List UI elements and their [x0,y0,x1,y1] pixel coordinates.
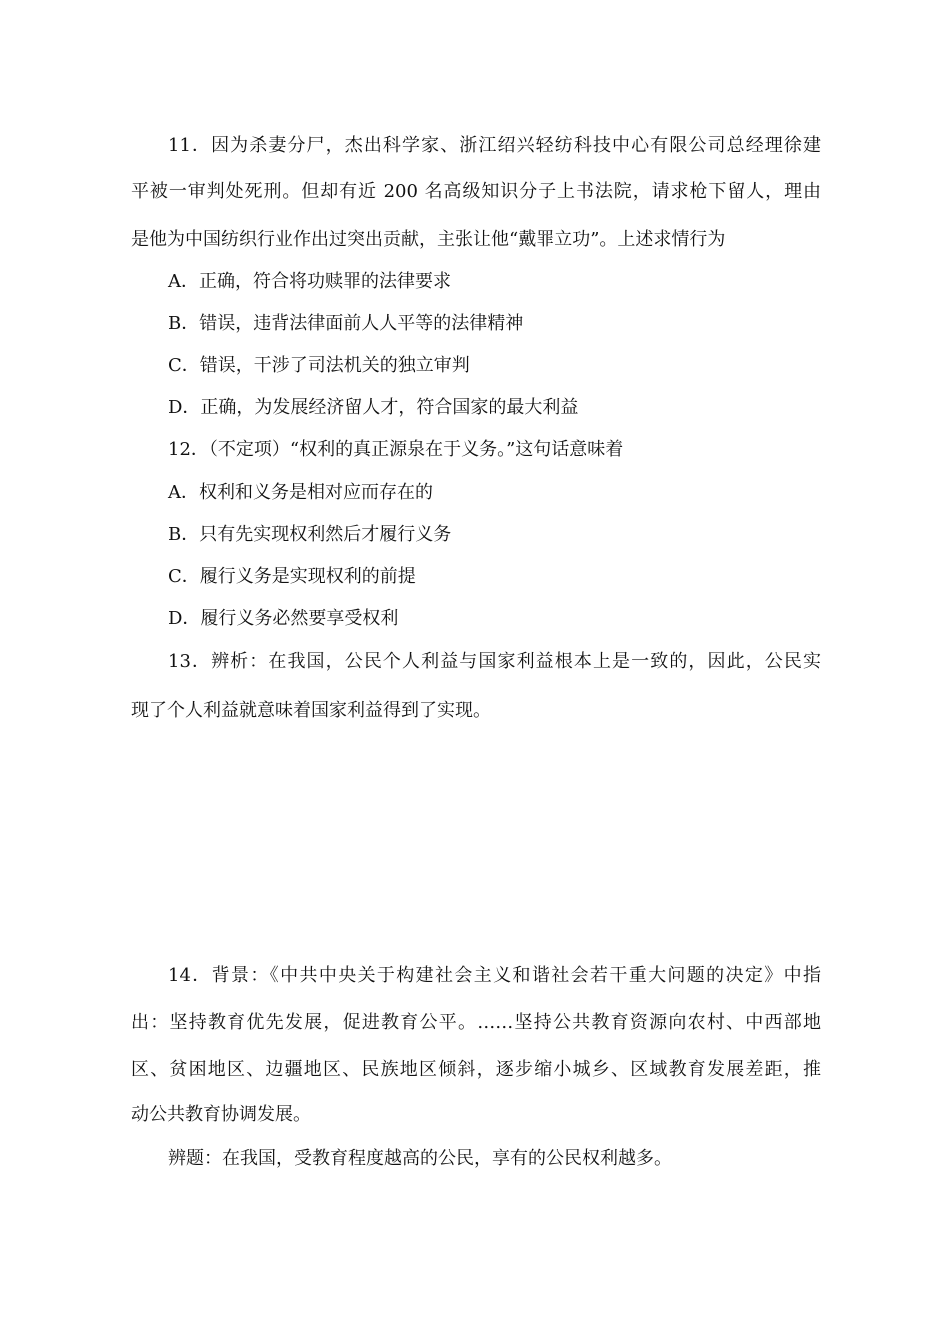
q14-background-line-3: 区、贫困地区、边疆地区、民族地区倾斜，逐步缩小城乡、区域教育发展差距，推 [131,1059,821,1080]
q14-prompt: 辨题：在我国，受教育程度越高的公民，享有的公民权利越多。 [168,1148,672,1169]
q14-background-line-4: 动公共教育协调发展。 [131,1104,311,1125]
q12-option-d: D．履行义务必然要享受权利 [168,608,399,629]
q13-stem-line-2: 现了个人利益就意味着国家利益得到了实现。 [131,700,491,721]
q11-option-b: B．错误，违背法律面前人人平等的法律精神 [168,313,524,334]
q12-stem: 12．（不定项）“权利的真正源泉在于义务。”这句话意味着 [168,439,624,460]
q14-background-line-1: 14．背景：《中共中央关于构建社会主义和谐社会若干重大问题的决定》中指 [168,965,821,986]
q11-stem-line-2: 平被一审判处死刑。但却有近 200 名高级知识分子上书法院，请求枪下留人，理由 [131,181,821,202]
q12-option-a: A．权利和义务是相对应而存在的 [168,482,433,503]
q13-stem-line-1: 13．辨析：在我国，公民个人利益与国家利益根本上是一致的，因此，公民实 [168,651,821,672]
q11-option-a: A．正确，符合将功赎罪的法律要求 [168,271,451,292]
q14-background-line-2: 出：坚持教育优先发展，促进教育公平。……坚持公共教育资源向农村、中西部地 [131,1012,821,1033]
q11-option-d: D．正确，为发展经济留人才，符合国家的最大利益 [168,397,579,418]
q12-option-b: B．只有先实现权利然后才履行义务 [168,524,452,545]
q11-stem-line-1: 11．因为杀妻分尸，杰出科学家、浙江绍兴轻纺科技中心有限公司总经理徐建 [168,135,821,156]
q11-stem-line-3: 是他为中国纺织行业作出过突出贡献，主张让他“戴罪立功”。上述求情行为 [131,229,726,250]
q11-option-c: C．错误，干涉了司法机关的独立审判 [168,355,470,376]
q12-option-c: C．履行义务是实现权利的前提 [168,566,416,587]
